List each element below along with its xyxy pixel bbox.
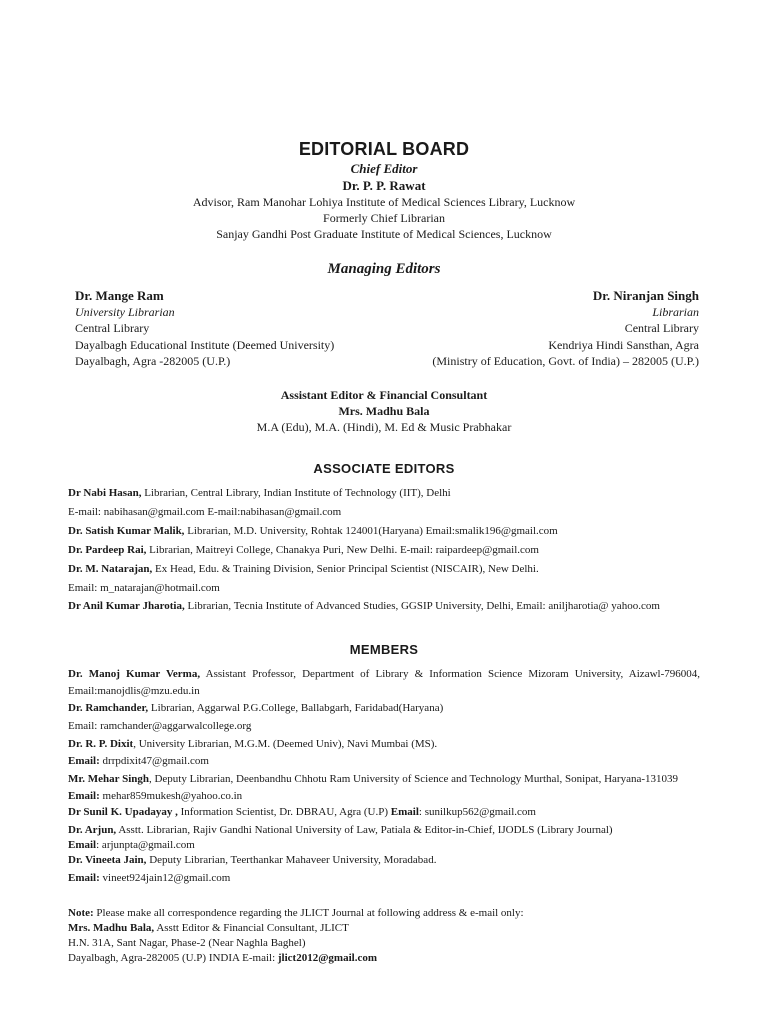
chief-editor-former-institute: Sanjay Gandhi Post Graduate Institute of Medical Sciences, Lucknow <box>216 227 552 241</box>
member-email-line <box>68 753 700 770</box>
assistant-editor-qualifications: M.A (Edu), M.A. (Hindi), M. Ed & Music Prabhakar <box>256 420 512 434</box>
member-details: , Deputy Librarian, Deenbandhu Chhotu Ram University of Science and Technology Murthal, Sonipat, Haryana-131039 <box>148 773 679 785</box>
member-email-line <box>68 870 700 887</box>
member-details: Librarian, Aggarwal P.G.College, Ballabgarh, Faridabad(Haryana) <box>148 702 444 714</box>
member-email-label: Email: <box>68 872 100 884</box>
member-details: , University Librarian, M.G.M. (Deemed Univ), Navi Mumbai (MS). <box>133 738 438 750</box>
managing-editor-right-line1: Central Library <box>624 321 699 335</box>
member-entry <box>68 771 700 805</box>
associate-editor-name: Dr. Satish Kumar Malik, <box>68 525 185 537</box>
associate-editor-name: Dr Anil Kumar Jharotia, <box>68 600 185 612</box>
member-details: Asstt. Librarian, Rajiv Gandhi National University of Law, Patiala & Editor-in-Chief, IJODLS (Library Journal) <box>116 824 613 836</box>
associate-editor-details: Ex Head, Edu. & Training Division, Senior Principal Scientist (NISCAIR), New Delhi. <box>152 563 539 575</box>
associate-editor-email: E-mail: nabihasan@gmail.com E-mail:nabihasan@gmail.com <box>68 506 342 518</box>
members-heading: MEMBERS <box>349 642 419 657</box>
associate-editor-details: Librarian, Maitreyi College, Chanakya Puri, New Delhi. E-mail: raipardeep@gmail.com <box>146 544 539 556</box>
member-email-label: Email: <box>68 790 100 802</box>
associate-editor-entry <box>68 598 700 615</box>
member-entry <box>68 736 700 753</box>
associate-editor-entry <box>68 561 700 578</box>
chief-editor-name: Dr. P. P. Rawat <box>342 178 426 193</box>
associate-editors-heading: ASSOCIATE EDITORS <box>313 461 455 476</box>
member-email-label: Email <box>390 806 419 818</box>
managing-editor-right-role: Librarian <box>652 305 699 319</box>
member-entry <box>68 700 700 717</box>
associate-editor-details: Librarian, Central Library, Indian Institute of Technology (IIT), Delhi <box>141 487 451 499</box>
chief-editor-former-title: Formerly Chief Librarian <box>323 211 445 225</box>
contact-address-line2 <box>68 950 700 967</box>
member-email: : sunilkup562@gmail.com <box>418 806 536 818</box>
member-email-label: Email: <box>68 755 100 767</box>
contact-email: jlict2012@gmail.com <box>277 952 377 964</box>
associate-editor-name: Dr Nabi Hasan, <box>68 487 142 499</box>
member-details: Information Scientist, Dr. DBRAU, Agra (U.P) <box>177 806 391 818</box>
managing-editor-left-role: University Librarian <box>75 305 175 319</box>
member-name: Dr. Arjun, <box>68 824 117 836</box>
member-email: mehar859mukesh@yahoo.co.in <box>99 790 243 802</box>
managing-editor-right-line2: Kendriya Hindi Sansthan, Agra <box>548 338 699 352</box>
member-email: : arjunpta@gmail.com <box>96 839 195 851</box>
contact-address-text: Dayalbagh, Agra-282005 (U.P) INDIA E-mail: <box>68 952 278 964</box>
managing-editor-right-line3: (Ministry of Education, Govt. of India) – 282005 (U.P.) <box>432 354 699 368</box>
associate-editor-email: Email: m_natarajan@hotmail.com <box>68 582 220 594</box>
contact-role: Asstt Editor & Financial Consultant, JLICT <box>154 922 349 934</box>
member-name: Dr. R. P. Dixit <box>68 738 134 750</box>
member-email-label: Email <box>68 839 97 851</box>
note-label: Note: <box>68 907 94 919</box>
member-details: Assistant Professor, Department of Library & Information Science Mizoram University, Aizawl-796004, Email:manojdlis@mzu.edu.in <box>68 668 700 697</box>
member-name: Dr. Manoj Kumar Verma, <box>68 668 201 680</box>
chief-editor-role: Chief Editor <box>350 161 418 176</box>
member-name: Mr. Mehar Singh <box>68 773 149 785</box>
member-email: Email: ramchander@aggarwalcollege.org <box>68 720 252 732</box>
page-title: EDITORIAL BOARD <box>298 139 470 159</box>
associate-editor-details: Librarian, Tecnia Institute of Advanced Studies, GGSIP University, Delhi, Email: aniljharotia@ yahoo.com <box>184 600 660 612</box>
assistant-editor-title: Assistant Editor & Financial Consultant <box>280 388 488 402</box>
contact-address-line1: H.N. 31A, Sant Nagar, Phase-2 (Near Naghla Baghel) <box>68 937 306 949</box>
associate-editor-entry <box>68 485 700 502</box>
associate-editor-entry <box>68 523 700 540</box>
member-entry <box>68 852 700 869</box>
note-text: Please make all correspondence regarding the JLICT Journal at following address & e-mail only: <box>93 907 524 919</box>
assistant-editor-name: Mrs. Madhu Bala <box>338 404 430 418</box>
associate-editor-details: Librarian, M.D. University, Rohtak 124001(Haryana) Email:smalik196@gmail.com <box>184 525 558 537</box>
member-name: Dr. Vineeta Jain, <box>68 854 147 866</box>
member-email: vineet924jain12@gmail.com <box>99 872 231 884</box>
managing-editors-heading: Managing Editors <box>327 261 441 277</box>
contact-name: Mrs. Madhu Bala, <box>68 922 155 934</box>
managing-editor-left-name: Dr. Mange Ram <box>75 288 164 303</box>
associate-editor-name: Dr. M. Natarajan, <box>68 563 153 575</box>
associate-editor-entry <box>68 542 700 559</box>
member-entry <box>68 666 700 700</box>
member-email: drrpdixit47@gmail.com <box>99 755 209 767</box>
associate-editor-name: Dr. Pardeep Rai, <box>68 544 147 556</box>
managing-editor-left-line2: Dayalbagh Educational Institute (Deemed University) <box>75 338 335 352</box>
chief-editor-affiliation: Advisor, Ram Manohar Lohiya Institute of Medical Sciences Library, Lucknow <box>192 195 576 209</box>
member-details: Deputy Librarian, Teerthankar Mahaveer University, Moradabad. <box>146 854 437 866</box>
member-entry <box>68 804 700 821</box>
managing-editor-left-line1: Central Library <box>75 321 150 335</box>
member-name: Dr Sunil K. Upadayay , <box>68 806 178 818</box>
managing-editor-left-line3: Dayalbagh, Agra -282005 (U.P.) <box>75 354 231 368</box>
member-name: Dr. Ramchander, <box>68 702 149 714</box>
managing-editor-right-name: Dr. Niranjan Singh <box>592 288 699 303</box>
